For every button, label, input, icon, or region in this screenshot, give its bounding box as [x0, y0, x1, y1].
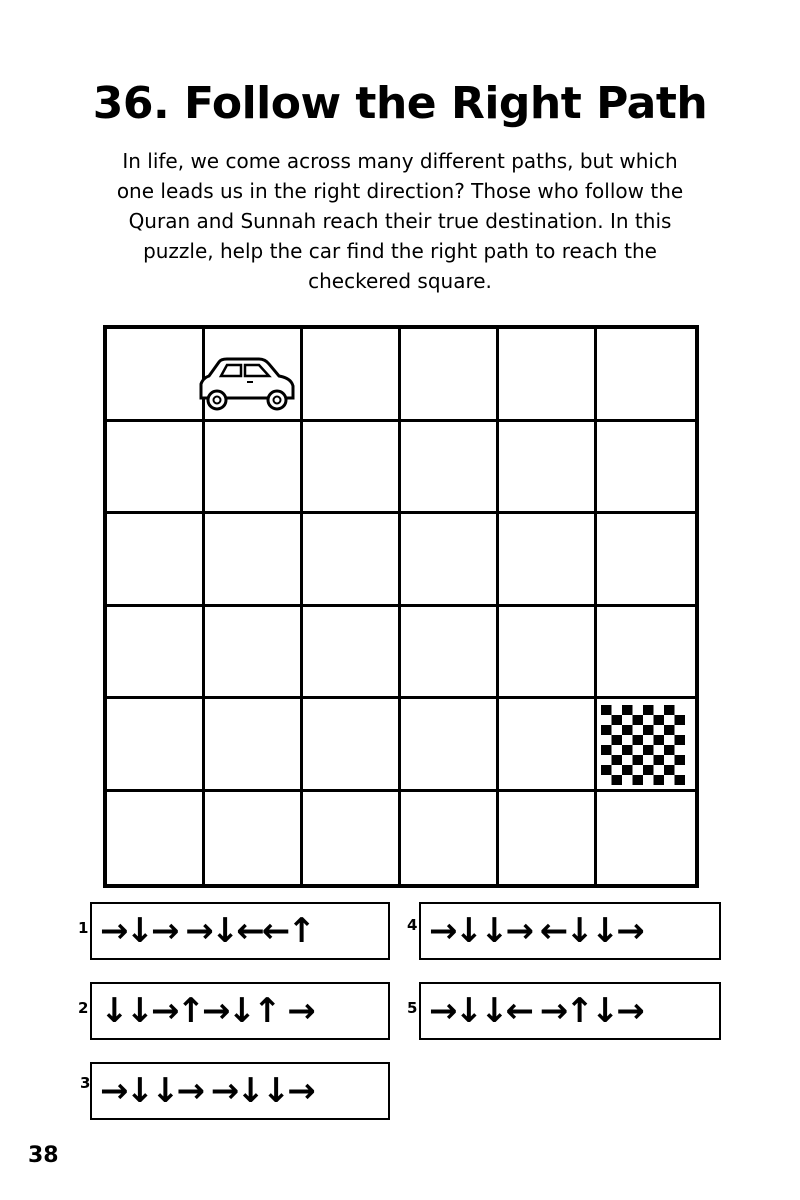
grid-cell[interactable] — [401, 514, 499, 607]
grid-cell[interactable] — [499, 422, 597, 515]
option-2[interactable] — [90, 982, 390, 1040]
grid-cell[interactable] — [107, 607, 205, 700]
option-3[interactable] — [90, 1062, 390, 1120]
grid-cell[interactable] — [401, 329, 499, 422]
grid-cell[interactable] — [597, 329, 695, 422]
grid-cell[interactable] — [303, 329, 401, 422]
option-number-5: 5 — [407, 999, 418, 1017]
grid-cell[interactable] — [499, 514, 597, 607]
option-number-3: 3 — [80, 1074, 91, 1092]
grid-cell[interactable] — [401, 792, 499, 885]
page-number: 38 — [28, 1143, 59, 1168]
grid-cell[interactable] — [597, 422, 695, 515]
grid-cell[interactable] — [205, 607, 303, 700]
option-arrows: →↓↓→ ←↓↓→ — [429, 911, 642, 951]
option-4[interactable] — [419, 902, 721, 960]
puzzle-grid — [103, 325, 699, 888]
option-number-2: 2 — [78, 999, 89, 1017]
grid-cell[interactable] — [401, 699, 499, 792]
option-number-1: 1 — [78, 919, 89, 937]
grid-cell[interactable] — [597, 607, 695, 700]
grid-cell[interactable] — [499, 607, 597, 700]
grid-cell[interactable] — [499, 699, 597, 792]
grid-cell[interactable] — [205, 514, 303, 607]
option-arrows: ↓↓→↑→↓↑ → — [100, 991, 313, 1031]
car-icon — [197, 354, 297, 414]
grid-cell[interactable] — [499, 329, 597, 422]
grid-cell[interactable] — [597, 514, 695, 607]
grid-cell[interactable] — [401, 422, 499, 515]
page-title: 36. Follow the Right Path — [92, 78, 708, 129]
grid-cell[interactable] — [401, 607, 499, 700]
grid-cell[interactable] — [205, 422, 303, 515]
option-arrows: →↓↓→ →↓↓→ — [100, 1071, 313, 1111]
grid-cell[interactable] — [205, 699, 303, 792]
grid-cell[interactable] — [303, 607, 401, 700]
grid-cell[interactable] — [107, 792, 205, 885]
grid-cell[interactable] — [107, 514, 205, 607]
intro-text: In life, we come across many different paths, but which one leads us in the right direction? Those who follow the Quran and Sunnah reach their true destination. In this puzzle, help the car find the right path to reach the checkered square. — [116, 149, 684, 293]
option-number-4: 4 — [407, 916, 418, 934]
grid-cell[interactable] — [303, 514, 401, 607]
grid-cell[interactable] — [303, 422, 401, 515]
option-arrows: →↓→ →↓←←↑ — [100, 911, 313, 951]
grid-cell[interactable] — [107, 329, 205, 422]
grid-cell[interactable] — [303, 792, 401, 885]
grid-cell[interactable] — [205, 792, 303, 885]
option-arrows: →↓↓← →↑↓→ — [429, 991, 642, 1031]
grid-cell[interactable] — [107, 422, 205, 515]
grid-cell[interactable] — [303, 699, 401, 792]
grid-cell[interactable] — [107, 699, 205, 792]
checkered-flag-icon — [601, 705, 685, 785]
grid-cell[interactable] — [205, 329, 303, 422]
grid-cell[interactable] — [597, 792, 695, 885]
grid-cell[interactable] — [597, 699, 695, 792]
option-5[interactable] — [419, 982, 721, 1040]
option-1[interactable] — [90, 902, 390, 960]
grid-cell[interactable] — [499, 792, 597, 885]
